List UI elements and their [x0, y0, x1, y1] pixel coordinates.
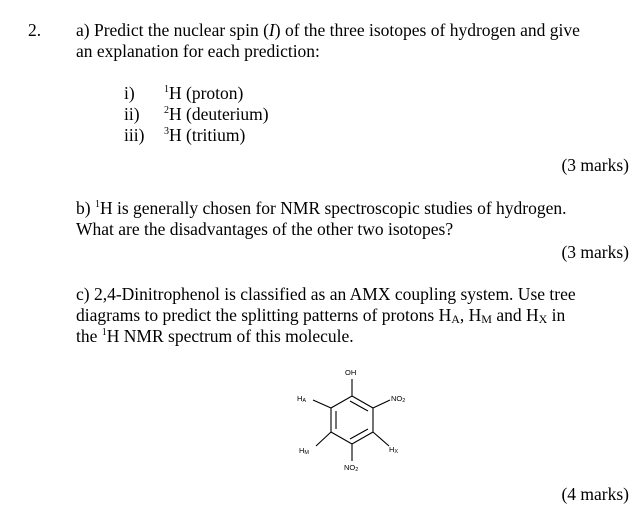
double-bond-line — [350, 429, 368, 439]
part-c-line3-prefix: the — [76, 326, 102, 346]
part-c-marks: (4 marks) — [561, 484, 629, 504]
part-c-sep3: in — [547, 305, 566, 325]
part-a-marks: (3 marks) — [561, 155, 629, 175]
hm-bond — [316, 432, 331, 446]
isotope-mass-number: 3 — [164, 126, 169, 137]
part-b-line2: What are the disadvantages of the other two isotopes? — [76, 219, 454, 239]
proton-x-subscript: X — [538, 312, 548, 326]
part-c-sep1: , H — [459, 305, 482, 325]
hx-label: $H_X$ — [389, 445, 399, 455]
part-b-marks: (3 marks) — [561, 242, 629, 262]
part-b-line1-rest: H is generally chosen for NMR spectroscopic studies of hydrogen. — [99, 198, 567, 218]
ha-bond — [313, 400, 331, 408]
question-number: 2. — [28, 20, 42, 40]
oh-label: OH — [345, 368, 357, 377]
isotope-label: H (deuterium) — [169, 104, 269, 124]
isotope-label: H (proton) — [169, 83, 244, 103]
part-a-line1-suffix: ) of the three isotopes of hydrogen and give — [274, 20, 580, 40]
hx-bond — [373, 432, 389, 446]
double-bond-line — [350, 401, 368, 411]
part-b-prefix: b) — [76, 198, 95, 218]
part-a-line1-prefix: a) Predict the nuclear spin ( — [76, 20, 269, 40]
part-c-line2-prefix: diagrams to predict the splitting patterns of protons H — [76, 305, 452, 325]
isotope-item-number: iii) — [124, 125, 145, 145]
isotope-label: H (tritium) — [169, 125, 246, 145]
part-b-mass-number: 1 — [94, 199, 100, 210]
benzene-ring — [331, 396, 373, 444]
no2-bottom-label: $NO_2$ — [344, 463, 359, 473]
isotope-mass-number: 2 — [164, 105, 169, 116]
isotope-mass-number: 1 — [164, 84, 169, 95]
no2-right-bond — [373, 400, 390, 408]
part-a-line2: an explanation for each prediction: — [76, 41, 320, 61]
part-c-line1: c) 2,4-Dinitrophenol is classified as an AMX coupling system. Use tree — [76, 284, 576, 304]
part-c-sep2: and H — [491, 305, 539, 325]
proton-a-subscript: A — [451, 312, 460, 326]
part-c-mass-number: 1 — [101, 327, 107, 338]
isotope-item-number: i) — [124, 83, 135, 103]
part-c-line3-rest: H NMR spectrum of this molecule. — [106, 326, 354, 346]
proton-m-subscript: M — [481, 312, 492, 326]
hm-label: $H_M$ — [299, 446, 310, 456]
isotope-item-number: ii) — [124, 104, 140, 124]
ha-label: $H_A$ — [297, 394, 307, 404]
nuclear-spin-symbol: I — [268, 20, 275, 40]
no2-right-label: $NO_2$ — [391, 394, 406, 404]
